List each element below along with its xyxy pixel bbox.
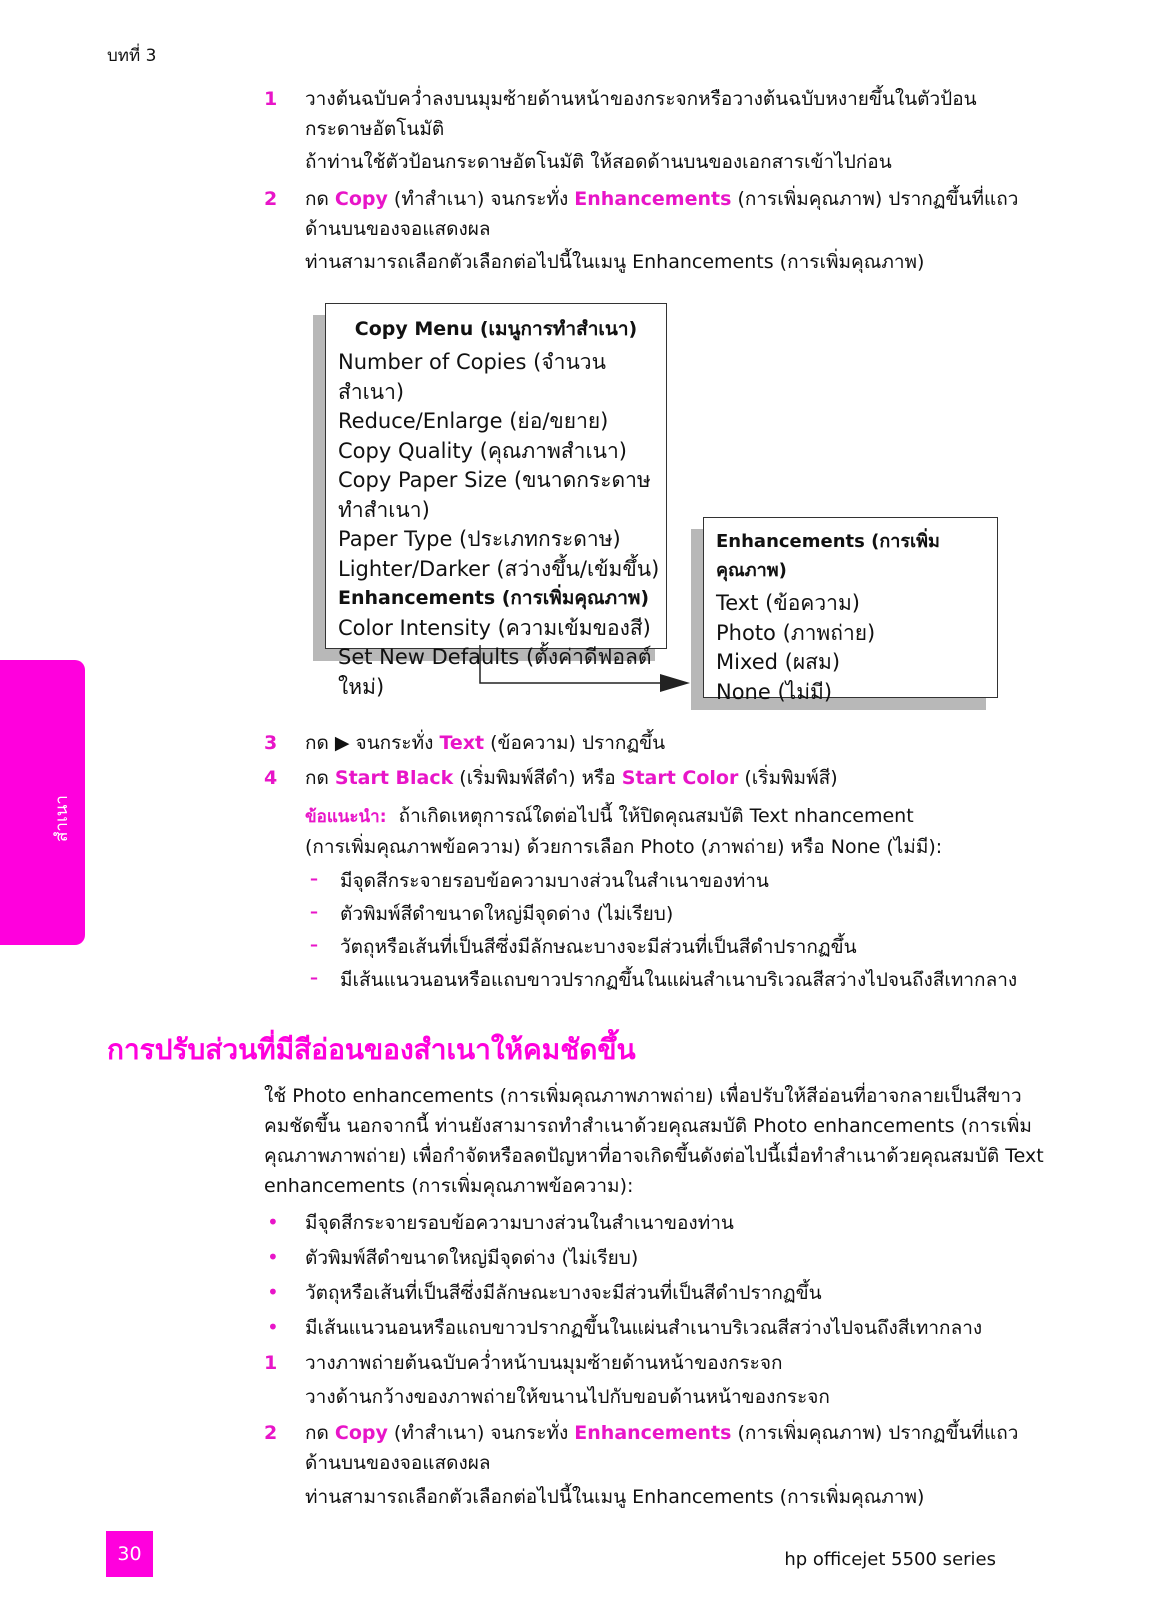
enhancements-menu-box — [703, 517, 998, 704]
step-number: 2 — [264, 188, 278, 210]
step-note: วางด้านกว้างของภาพถ่ายให้ขนานไปกับขอบด้านหน้าของกระจก — [305, 1386, 830, 1408]
step-text-part: (การเพิ่มคุณภาพ) ปรากฏขึ้นที่แถว — [731, 188, 1019, 210]
step-text-part: (เริ่มพิมพ์สีดำ) หรือ — [453, 767, 622, 789]
step-text: ด้านบนของจอแสดงผล — [305, 218, 491, 240]
text-key-label: Text — [439, 732, 485, 754]
tip-item: มีจุดสีกระจายรอบข้อความบางส่วนในสำเนาของท่าน — [340, 870, 769, 892]
step-number: 4 — [264, 767, 278, 789]
tip-item: มีเส้นแนวนอนหรือแถบขาวปรากฏขึ้นในแผ่นสำเนาบริเวณสีสว่างไปจนถึงสีเทากลาง — [340, 969, 1018, 991]
step-text: ด้านบนของจอแสดงผล — [305, 1452, 491, 1474]
enhancements-key-label: Enhancements — [574, 188, 732, 210]
section-bullet-item: มีเส้นแนวนอนหรือแถบขาวปรากฏขึ้นในแผ่นสำเนาบริเวณสีสว่างไปจนถึงสีเทากลาง — [305, 1317, 983, 1339]
menu-item-enhancements: Enhancements (การเพิ่มคุณภาพ) — [338, 587, 650, 609]
dash-marker: – — [310, 935, 318, 954]
step-text — [305, 184, 1018, 214]
tip-label: ข้อแนะนำ: — [305, 807, 387, 827]
section-bullet-item: วัตถุหรือเส้นที่เป็นสีซึ่งมีลักษณะบางจะมีส่วนที่เป็นสีดำปรากฏขึ้น — [305, 1282, 822, 1304]
menu-item: Number of Copies (จำนวนสำเนา) — [338, 350, 606, 404]
tip-item: วัตถุหรือเส้นที่เป็นสีซึ่งมีลักษณะบางจะมีส่วนที่เป็นสีดำปรากฏขึ้น — [340, 936, 857, 958]
step-text-part: กด — [305, 188, 335, 210]
step-text-part: กด — [305, 767, 335, 789]
menu-item: Copy Paper Size (ขนาดกระดาษ — [338, 468, 651, 492]
section-paragraph-line: คมชัดขึ้น นอกจากนี้ ท่านยังสามารถทำสำเนาด้วยคุณสมบัติ Photo enhancements (การเพิ่ม — [264, 1115, 1032, 1137]
tip-text: (การเพิ่มคุณภาพข้อความ) ด้วยการเลือก Photo (ภาพถ่าย) หรือ None (ไม่มี): — [305, 836, 943, 858]
menu-item: Color Intensity (ความเข้มของสี) — [338, 615, 651, 640]
step-text — [305, 763, 838, 793]
step-text: กระดาษอัตโนมัติ — [305, 118, 445, 140]
menu-item: Photo (ภาพถ่าย) — [716, 620, 876, 645]
tip-line — [305, 801, 914, 832]
step-text — [305, 1418, 1018, 1448]
copy-key-label: Copy — [334, 188, 388, 210]
step-note: ถ้าท่านใช้ตัวป้อนกระดาษอัตโนมัติ ให้สอดด้านบนของเอกสารเข้าไปก่อน — [305, 151, 892, 173]
bullet-marker: • — [267, 1280, 279, 1304]
step-number: 1 — [264, 88, 278, 110]
dash-marker: – — [310, 869, 318, 888]
step-text-part: (ข้อความ) ปรากฏขึ้น — [484, 732, 666, 754]
menu-item: Set New Defaults (ตั้งค่าดีฟอลต์ใหม่) — [338, 645, 652, 699]
tip-text: ถ้าเกิดเหตุการณ์ใดต่อไปนี้ ให้ปิดคุณสมบัติ Text nhancement — [398, 805, 914, 827]
menu-item: Paper Type (ประเภทกระดาษ) — [338, 527, 621, 551]
page-number: 30 — [106, 1531, 153, 1577]
dash-marker: – — [310, 902, 318, 921]
step-text-part: กด — [305, 732, 335, 754]
bullet-marker: • — [267, 1315, 279, 1339]
copy-menu-title: Copy Menu (เมนูการทำสำเนา) — [354, 318, 638, 340]
menu-item: None (ไม่มี) — [716, 679, 833, 704]
chapter-header: บทที่ 3 — [107, 46, 157, 66]
step-text: วางต้นฉบับคว่ำลงบนมุมซ้ายด้านหน้าของกระจกหรือวางต้นฉบับหงายขึ้นในตัวป้อน — [305, 88, 977, 110]
bullet-marker: • — [267, 1210, 279, 1234]
enhancements-key-label: Enhancements — [574, 1422, 732, 1444]
enhancements-menu-title: Enhancements (การเพิ่มคุณภาพ) — [716, 531, 940, 581]
menu-item: Reduce/Enlarge (ย่อ/ขยาย) — [338, 409, 609, 433]
step-text-part: จนกระทั่ง — [349, 732, 440, 754]
menu-item: Mixed (ผสม) — [716, 650, 841, 674]
step-text — [305, 728, 665, 758]
step-number: 2 — [264, 1422, 278, 1444]
menu-item: ทำสำเนา) — [338, 497, 430, 522]
section-paragraph-line: ใช้ Photo enhancements (การเพิ่มคุณภาพภาพถ่าย) เพื่อปรับให้สีอ่อนที่อาจกลายเป็นสีขาว — [264, 1085, 1022, 1107]
section-bullet-item: ตัวพิมพ์สีดำขนาดใหญ่มีจุดด่าง (ไม่เรียบ) — [305, 1247, 639, 1269]
step-note: ท่านสามารถเลือกตัวเลือกต่อไปนี้ในเมนู Enhancements (การเพิ่มคุณภาพ) — [305, 251, 925, 273]
step-text-part: (การเพิ่มคุณภาพ) ปรากฏขึ้นที่แถว — [731, 1422, 1019, 1444]
step-note: ท่านสามารถเลือกตัวเลือกต่อไปนี้ในเมนู Enhancements (การเพิ่มคุณภาพ) — [305, 1486, 925, 1508]
section-title: การปรับส่วนที่มีสีอ่อนของสำเนาให้คมชัดขึ้น — [107, 1033, 636, 1066]
dash-marker: – — [310, 968, 318, 987]
bullet-marker: • — [267, 1245, 279, 1269]
section-paragraph-line: enhancements (การเพิ่มคุณภาพข้อความ): — [264, 1175, 634, 1197]
copy-menu-box — [325, 303, 667, 699]
menu-item: Text (ข้อความ) — [716, 591, 860, 615]
menu-item: Lighter/Darker (สว่างขึ้น/เข้มขึ้น) — [338, 556, 660, 581]
step-text-part: กด — [305, 1422, 335, 1444]
connector-arrow — [470, 645, 700, 695]
section-paragraph-line: คุณภาพภาพถ่าย) เพื่อกำจัดหรือลดปัญหาที่อาจเกิดขึ้นดังต่อไปนี้เมื่อทำสำเนาด้วยคุณสมบัติ Text — [264, 1145, 1044, 1167]
right-arrow-icon: ▶ — [334, 732, 350, 754]
product-name: hp officejet 5500 series — [784, 1549, 996, 1570]
step-text-part: (เริ่มพิมพ์สี) — [738, 767, 838, 789]
side-tab-label: สำเนา — [51, 795, 72, 842]
step-text-part: (ทำสำเนา) จนกระทั่ง — [387, 1422, 575, 1444]
step-text-part: (ทำสำเนา) จนกระทั่ง — [387, 188, 575, 210]
tip-item: ตัวพิมพ์สีดำขนาดใหญ่มีจุดด่าง (ไม่เรียบ) — [340, 903, 674, 925]
start-color-key-label: Start Color — [621, 767, 739, 789]
copy-key-label: Copy — [334, 1422, 388, 1444]
start-black-key-label: Start Black — [334, 767, 454, 789]
step-text: วางภาพถ่ายต้นฉบับคว่ำหน้าบนมุมซ้ายด้านหน้าของกระจก — [305, 1352, 783, 1374]
step-number: 3 — [264, 732, 278, 754]
step-number: 1 — [264, 1352, 278, 1374]
menu-item: Copy Quality (คุณภาพสำเนา) — [338, 438, 627, 463]
section-bullet-item: มีจุดสีกระจายรอบข้อความบางส่วนในสำเนาของท่าน — [305, 1212, 734, 1234]
